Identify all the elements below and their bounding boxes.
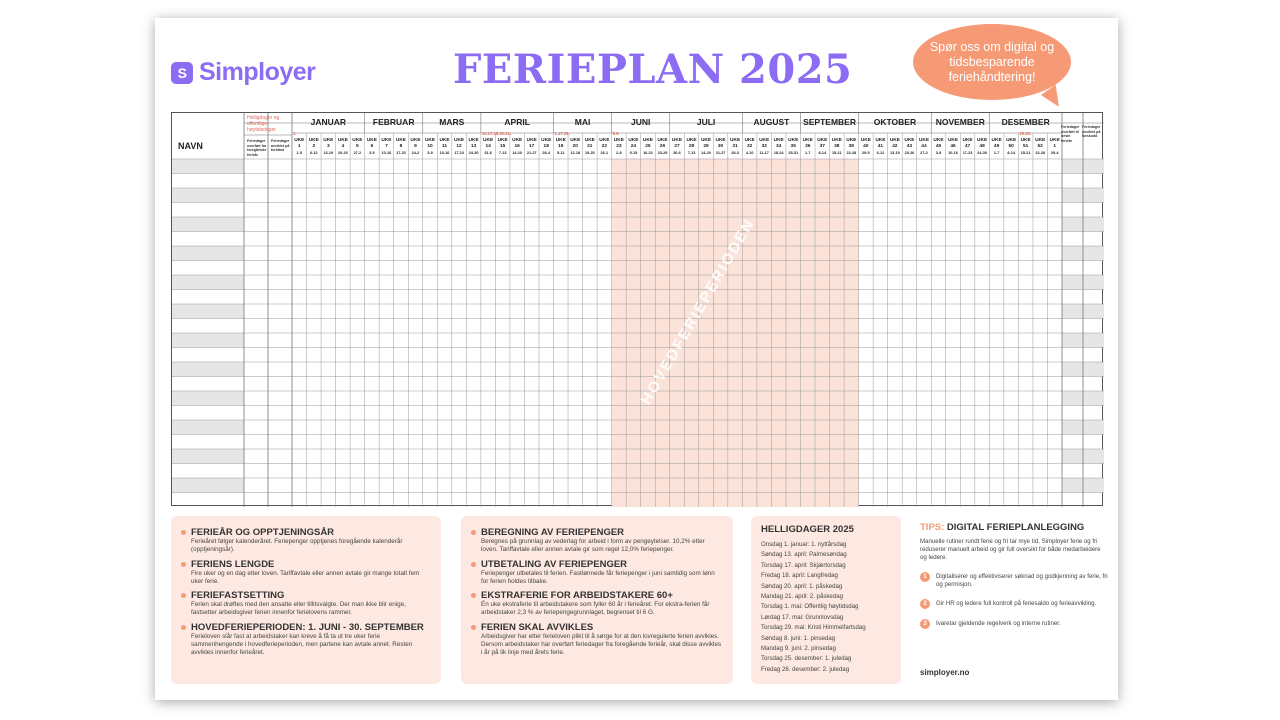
bullet-icon	[181, 625, 186, 630]
month-november: NOVEMBER	[935, 117, 985, 127]
bullet-icon	[181, 530, 186, 535]
info-left-heading: FERIEÅR OG OPPTJENINGSÅR	[181, 527, 431, 538]
month-oktober: OKTOBER	[873, 117, 917, 127]
holiday-item: Søndag 13. april: Palmesøndag	[761, 551, 847, 559]
week-label: UKE 15 7-13	[497, 138, 508, 155]
week-label: UKE 9 24-2	[410, 138, 421, 155]
info-mid-text: Feriepenger utbetales til ferien. Fastlønnede får feriepenger i juni samtidig som lønn for ferien holdes tilbake.	[481, 569, 715, 585]
holidays-panel	[751, 516, 901, 684]
name-cell-shade	[172, 391, 244, 406]
holiday-item: Torsdag 17. april: Skjærtorsdag	[761, 561, 846, 569]
holiday-item: Torsdag 1. mai: Offentlig høytidsdag	[761, 603, 859, 611]
holiday-item: Torsdag 25. desember: 1. juledag	[761, 655, 852, 663]
holiday-row-label: Helligdager og offentlige høytidsdager	[247, 115, 280, 133]
name-cell-shade	[172, 217, 244, 232]
tips-title	[920, 522, 1108, 533]
speech-bubble[interactable]: Spør oss om digital og tidsbesparende feriehåndtering!	[913, 24, 1071, 100]
week-label: UKE 11 10-16	[439, 138, 450, 155]
prepaid-column-header: Feriedager avviklet på forhånd	[271, 139, 290, 152]
week-label: UKE 24 9-15	[628, 138, 639, 155]
week-label: UKE 39 22-28	[846, 138, 857, 155]
week-label: UKE 51 15-21	[1020, 138, 1031, 155]
transfer-column-header: Feriedager overført til neste ferieår	[1061, 125, 1080, 143]
website-link[interactable]: simployer.no	[920, 668, 970, 677]
week-label: UKE 23 2-8	[613, 138, 624, 155]
holiday-mark: 1.17.29.	[554, 131, 570, 136]
holiday-mark: 1.	[293, 131, 297, 136]
name-cell-shade	[172, 188, 244, 203]
week-label: UKE 52 22-28	[1035, 138, 1046, 155]
month-september: SEPTEMBER	[803, 117, 856, 127]
info-mid-text: Én uke ekstraferie til arbeidstakere som fyller 60 år i ferieåret. For ekstra-ferien får arbeidstaker 2,3 % av feriepengegrunnlaget, begrenset til 6 G.	[481, 601, 710, 617]
week-label: UKE 44 27-2	[918, 138, 930, 155]
tips-panel	[920, 522, 1108, 629]
week-label: UKE 13 24-30	[468, 138, 479, 155]
info-left-text: Ferien skal drøftes med den ansatte eller tillitsvalgte. Der man ikke blir enige, fastsetter arbeidsgiver ferien innenfor ferielovens rammer.	[191, 601, 406, 617]
bullet-icon	[181, 593, 186, 598]
holiday-item: Søndag 8. juni: 1. pinsedag	[761, 634, 836, 642]
week-label: UKE 5 27-2	[352, 138, 363, 155]
name-cell-shade	[172, 246, 244, 261]
vacation-grid-lines	[172, 113, 1104, 507]
tip-item	[920, 573, 1108, 589]
week-label: UKE 42 13-19	[889, 138, 900, 155]
week-label: UKE 2 6-12	[308, 138, 319, 155]
week-label: UKE 48 24-30	[977, 138, 988, 155]
week-label: UKE 25 16-22	[642, 138, 653, 155]
week-label: UKE 16 14-20	[512, 138, 523, 155]
info-left-heading: HOVEDFERIEPERIODEN: 1. JUNI - 30. SEPTEMBER	[181, 622, 431, 633]
tip-item	[920, 600, 1108, 609]
tips-prefix: TIPS:	[920, 522, 945, 533]
week-label: UKE 37 8-14	[817, 138, 828, 155]
tip-text: Gir HR og ledere full kontroll på feriesaldo og ferieavvikling.	[936, 600, 1097, 607]
week-label: UKE 8 17-23	[395, 138, 407, 155]
bullet-icon	[471, 530, 476, 535]
week-label: UKE 20 12-18	[570, 138, 581, 155]
tips-heading: DIGITAL FERIEPLANLEGGING	[946, 522, 1085, 533]
simployer-logo	[171, 58, 315, 87]
week-label: UKE 18 28-4	[541, 138, 552, 155]
week-label: UKE 43 20-26	[904, 138, 915, 155]
month-desember: DESEMBER	[1001, 117, 1050, 127]
holiday-item: Lørdag 17. mai: Grunnlovsdag	[761, 613, 844, 621]
info-mid-heading: EKSTRAFERIE FOR ARBEIDSTAKERE 60+	[471, 590, 723, 601]
holiday-item: Torsdag 29. mai: Kristi Himmelfartsdag	[761, 624, 866, 632]
info-mid-heading: BEREGNING AV FERIEPENGER	[471, 527, 723, 538]
week-label: UKE 22 26-1	[599, 138, 610, 155]
name-cell-shade	[172, 304, 244, 319]
week-label: UKE 47 17-23	[962, 138, 973, 155]
week-label: UKE 35 25-31	[788, 138, 799, 155]
week-label: UKE 32 4-10	[744, 138, 755, 155]
week-label: UKE 10 3-9	[424, 138, 436, 155]
week-label: UKE 41 6-12	[875, 138, 886, 155]
tip-item	[920, 620, 1108, 629]
week-label: UKE 46 10-16	[947, 138, 959, 155]
bullet-icon	[471, 562, 476, 567]
name-cell-shade	[172, 275, 244, 290]
holiday-item: Fredag 18. april: Langfredag	[761, 572, 838, 580]
week-label: UKE 27 30-6	[671, 138, 683, 155]
week-label: UKE 6 3-9	[366, 138, 377, 155]
week-label: UKE 34 18-24	[773, 138, 784, 155]
week-label: UKE 49 1-7	[991, 138, 1002, 155]
info-left-text: Ferieåret følger kalenderåret. Feriepenger opptjenes foregående kalenderår (opptjeningsår).	[191, 538, 403, 554]
holiday-mark: 13.17.18.20.21.	[481, 131, 511, 136]
bullet-icon	[181, 562, 186, 567]
week-label: UKE 1 29-4	[1049, 138, 1060, 155]
name-column-header: NAVN	[178, 141, 203, 151]
month-april: APRIL	[504, 117, 530, 127]
info-panel-left	[171, 516, 441, 684]
week-label: UKE 29 14-20	[700, 138, 712, 155]
week-label: UKE 40 29-5	[860, 138, 871, 155]
month-mai: MAI	[574, 117, 591, 127]
month-mars: MARS	[439, 117, 465, 127]
week-label: UKE 12 17-23	[453, 138, 465, 155]
name-cell-shade	[172, 478, 244, 493]
name-cell-shade	[172, 159, 244, 174]
name-cell-shade	[172, 449, 244, 464]
page-title: FERIEPLAN 2025	[453, 46, 853, 93]
info-left-heading: FERIEFASTSETTING	[181, 590, 431, 601]
week-label: UKE 30 21-27	[715, 138, 726, 155]
name-cell-shade	[172, 333, 244, 348]
week-label: UKE 21 19-25	[584, 138, 595, 155]
info-left-text: Fire uker og en dag etter loven. Tariffavtale eller annen avtale gir mange totalt fem uker ferie.	[191, 569, 420, 585]
advance-column-header: Feriedager avviklet på forskudd	[1082, 125, 1101, 138]
holiday-item: Mandag 9. juni: 2. pinsedag	[761, 645, 836, 653]
holiday-item: Søndag 20. april: 1. påskedag	[761, 582, 843, 590]
month-juni: JUNI	[630, 117, 651, 127]
bullet-icon	[471, 625, 476, 630]
main-vacation-watermark: HOVEDFERIEPERIODEN	[637, 215, 759, 408]
name-cell-shade	[172, 420, 244, 435]
month-januar: JANUAR	[310, 117, 347, 127]
info-mid-text: Arbeidsgiver har etter ferieloven plikt til å sørge for at den lovregulerte ferien avvikles. Dersom arbeidstaker har overført feriedager fra foregående ferieår, skal disse avvikles i år på lik linje med årets ferie.	[481, 632, 722, 657]
week-label: UKE 36 1-7	[802, 138, 813, 155]
month-juli: JULI	[696, 117, 716, 127]
holiday-mark: 8.9.	[612, 131, 620, 136]
week-label: UKE 45 3-9	[933, 138, 944, 155]
week-label: UKE 4 20-26	[337, 138, 348, 155]
month-februar: FEBRUAR	[372, 117, 415, 127]
brand-name: Simployer	[199, 58, 316, 86]
month-august: AUGUST	[753, 117, 790, 127]
simployer-logo-icon: S	[171, 62, 193, 84]
week-label: UKE 38 15-21	[831, 138, 842, 155]
ferieplan-sheet	[155, 18, 1118, 700]
week-label: UKE 14 31-6	[483, 138, 494, 155]
tips-intro: Manuelle rutiner rundt ferie og fri tar mye tid. Simployer ferie og fri reduserer manuelt arbeid og gir full oversikt for både medarbeidere og ledere.	[920, 538, 1101, 561]
info-mid-text: Beregnes på grunnlag av vederlag for arbeid i form av pengeytelser. 10,2% etter loven. Tariffavtale eller annen avtale gir som regel 12,0% feriepenger.	[481, 538, 705, 554]
tip-text: Ivaretar gjeldende regelverk og interne rutiner.	[936, 620, 1061, 627]
tip-number-icon: 2	[920, 599, 930, 609]
week-label: UKE 31 28-3	[730, 138, 741, 155]
week-label: UKE 1 1-5	[294, 138, 305, 155]
tip-number-icon: 3	[920, 619, 930, 629]
carry-over-column-header: Feriedager overført fra foregående ferieår	[247, 139, 267, 157]
week-label: UKE 19 5-11	[555, 138, 566, 155]
week-label: UKE 28 7-13	[686, 138, 697, 155]
holiday-item: Fredag 26. desember: 2. juledag	[761, 665, 850, 673]
week-label: UKE 50 8-14	[1006, 138, 1017, 155]
holiday-mark: 25.26.	[1019, 131, 1032, 136]
info-mid-heading: UTBETALING AV FERIEPENGER	[471, 559, 723, 570]
holiday-item: Mandag 21. april: 2. påskedag	[761, 593, 843, 601]
name-cell-shade	[172, 362, 244, 377]
vacation-grid	[171, 112, 1103, 506]
holidays-title: HELLIGDAGER 2025	[761, 524, 854, 535]
holiday-item: Onsdag 1. januar: 1. nyttårsdag	[761, 541, 847, 548]
week-label: UKE 26 23-29	[657, 138, 668, 155]
week-label: UKE 17 21-27	[526, 138, 537, 155]
info-left-text: Ferieloven slår fast at arbeidstaker kan kreve å få ta ut tre uker ferie sammenhengende i hovedferieperioden, men partene kan avtale annet. Resten avvikles innenfor ferieåret.	[191, 632, 413, 657]
bullet-icon	[471, 593, 476, 598]
week-label: UKE 3 13-19	[323, 138, 334, 155]
info-left-heading: FERIENS LENGDE	[181, 559, 431, 570]
tip-text: Digitaliserer og effektiviserer søknad og godkjenning av ferie, fri og permisjon.	[936, 573, 1108, 588]
info-mid-heading: FERIEN SKAL AVVIKLES	[471, 622, 723, 633]
tip-number-icon: 1	[920, 572, 930, 582]
info-panel-middle	[461, 516, 733, 684]
week-label: UKE 7 10-16	[381, 138, 392, 155]
week-label: UKE 33 11-17	[759, 138, 770, 155]
